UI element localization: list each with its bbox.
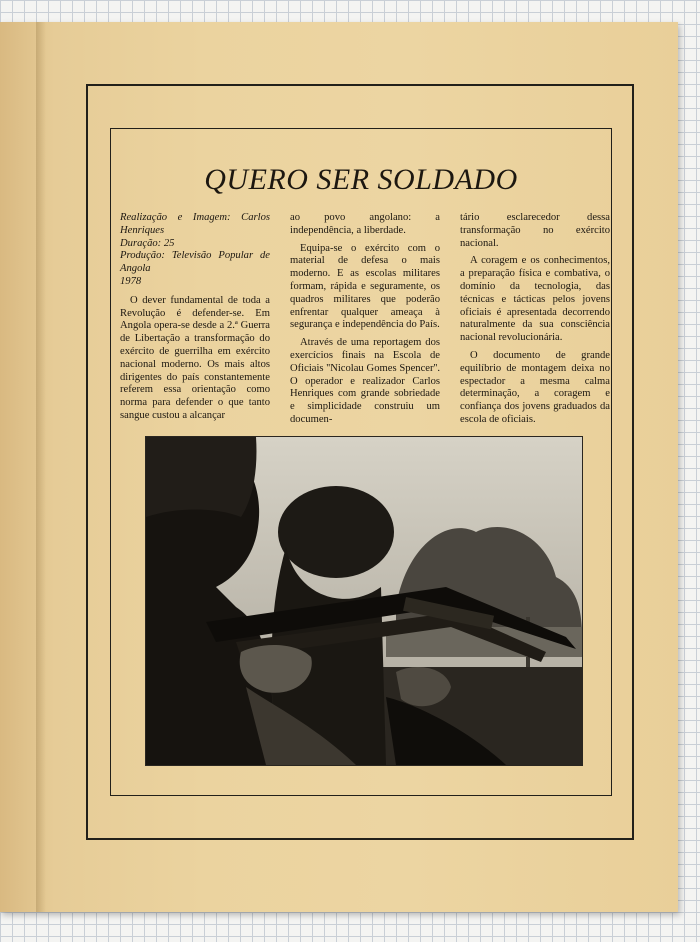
photo-soldiers-aiming-rifles [146,437,582,765]
credit-year: 1978 [120,275,142,287]
paragraph: Equipa-se o exército com o material de defesa o mais moderno. E as escolas militares formam, rápida e seguramente, os quadros militares que poderão enfrentar qualquer ameaça à segurança e independência do País. [290,242,440,331]
column-2 [290,212,440,427]
paragraph: tário esclarecedor dessa transformação no exército nacional. [460,212,610,249]
paragraph: Através de uma reportagem dos exercícios finais na Escola de Oficiais ''Nicolau Gomes Spencer''. O operador e realizador Carlos Henriques com grande sobriedade e simplicidade construiu um documen- [290,337,440,425]
article-photo [145,436,583,766]
paragraph: O documento de grande equilíbrio de montagem deixa no espectador a mesma calma determinação, a coragem e confiança dos jovens graduados da escola de oficiais. [460,349,610,425]
page-fold-shadow [36,22,46,912]
column-1 [120,212,270,423]
credits-block [120,212,270,289]
credit-duration: Duração: 25 [120,237,175,249]
article-title: QUERO SER SOLDADO [204,163,518,196]
paragraph: O dever fundamental de toda a Revolução é defender-se. Em Angola opera-se desde a 2.ª Guerra de Libertação a transformação do exército de guerrilha em exército nacional moderno. Os mais altos dirigentes do país constantemente referem essa orientação como norma para defender o que tanto sangue custou a alcançar [120,294,270,421]
paragraph: A coragem e os conhecimentos, a preparação física e combativa, o domínio da tecnologia, das técnicas e tácticas pelos jovens oficiais é apresentada decorrendo naturalmente da sua consciência nacional revolucionária. [460,255,610,344]
credit-direction: Realização e Imagem: Carlos Henriques [120,212,270,236]
paragraph: ao povo angolano: a independência, a liberdade. [290,212,440,236]
credit-production: Produção: Televisão Popular de Angola [120,250,270,275]
column-3 [460,212,610,427]
